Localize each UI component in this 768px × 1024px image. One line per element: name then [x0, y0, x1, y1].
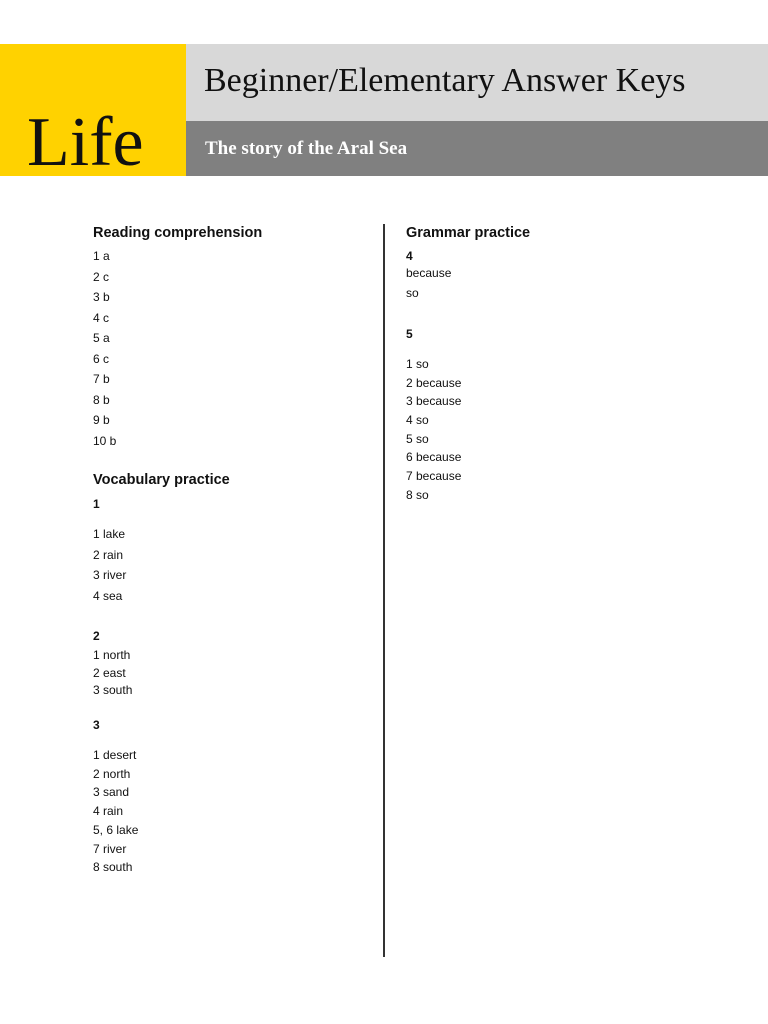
answer-item: 2 because: [406, 376, 462, 390]
exercise-number: 4: [406, 249, 413, 263]
answer-item: 7 b: [93, 372, 110, 386]
answer-item: 5 a: [93, 331, 110, 345]
answer-item: 8 south: [93, 860, 133, 874]
answer-item: 7 because: [406, 469, 462, 483]
page-title: Beginner/Elementary Answer Keys: [204, 62, 686, 99]
answer-item: 1 so: [406, 357, 429, 371]
answer-item: 6 c: [93, 352, 110, 366]
title-bar: [186, 44, 768, 121]
brand-logo: Life: [27, 104, 144, 181]
answer-item: 2 north: [93, 767, 131, 781]
answer-item: 1 north: [93, 648, 131, 662]
exercise-number: 3: [93, 718, 100, 732]
answer-item: 3 b: [93, 290, 110, 304]
exercise-number: 1: [93, 497, 100, 511]
answer-item: 2 c: [93, 270, 110, 284]
exercise-number: 2: [93, 629, 100, 643]
exercise-number: 5: [406, 327, 413, 341]
answer-item: 1 lake: [93, 527, 126, 541]
answer-item: 1 desert: [93, 748, 137, 762]
answer-item: 3 because: [406, 394, 462, 408]
answer-item: 4 c: [93, 311, 110, 325]
answer-item: 3 river: [93, 568, 127, 582]
answer-item: 5, 6 lake: [93, 823, 139, 837]
section-heading-grammar: Grammar practice: [406, 225, 531, 241]
answer-item: 2 rain: [93, 548, 124, 562]
subtitle-bar: [186, 121, 768, 176]
answer-item: 6 because: [406, 450, 462, 464]
section-heading-vocabulary: Vocabulary practice: [93, 472, 230, 488]
answer-item: 10 b: [93, 434, 117, 448]
answer-item: 4 sea: [93, 589, 123, 603]
column-divider: [383, 224, 385, 957]
section-heading-reading: Reading comprehension: [93, 225, 263, 241]
answer-item: 4 rain: [93, 804, 124, 818]
answer-item: 5 so: [406, 432, 429, 446]
answer-item: 7 river: [93, 842, 127, 856]
answer-item: 3 south: [93, 683, 133, 697]
answer-item: 3 sand: [93, 785, 130, 799]
answer-item: 4 so: [406, 413, 429, 427]
answer-item: 8 so: [406, 488, 429, 502]
answer-item: 2 east: [93, 666, 126, 680]
answer-item: 9 b: [93, 413, 110, 427]
answer-item: so: [406, 286, 419, 300]
page-subtitle: The story of the Aral Sea: [205, 138, 408, 159]
answer-item: because: [406, 266, 452, 280]
brand-block: [0, 44, 186, 181]
answer-item: 8 b: [93, 393, 110, 407]
answer-item: 1 a: [93, 249, 110, 263]
